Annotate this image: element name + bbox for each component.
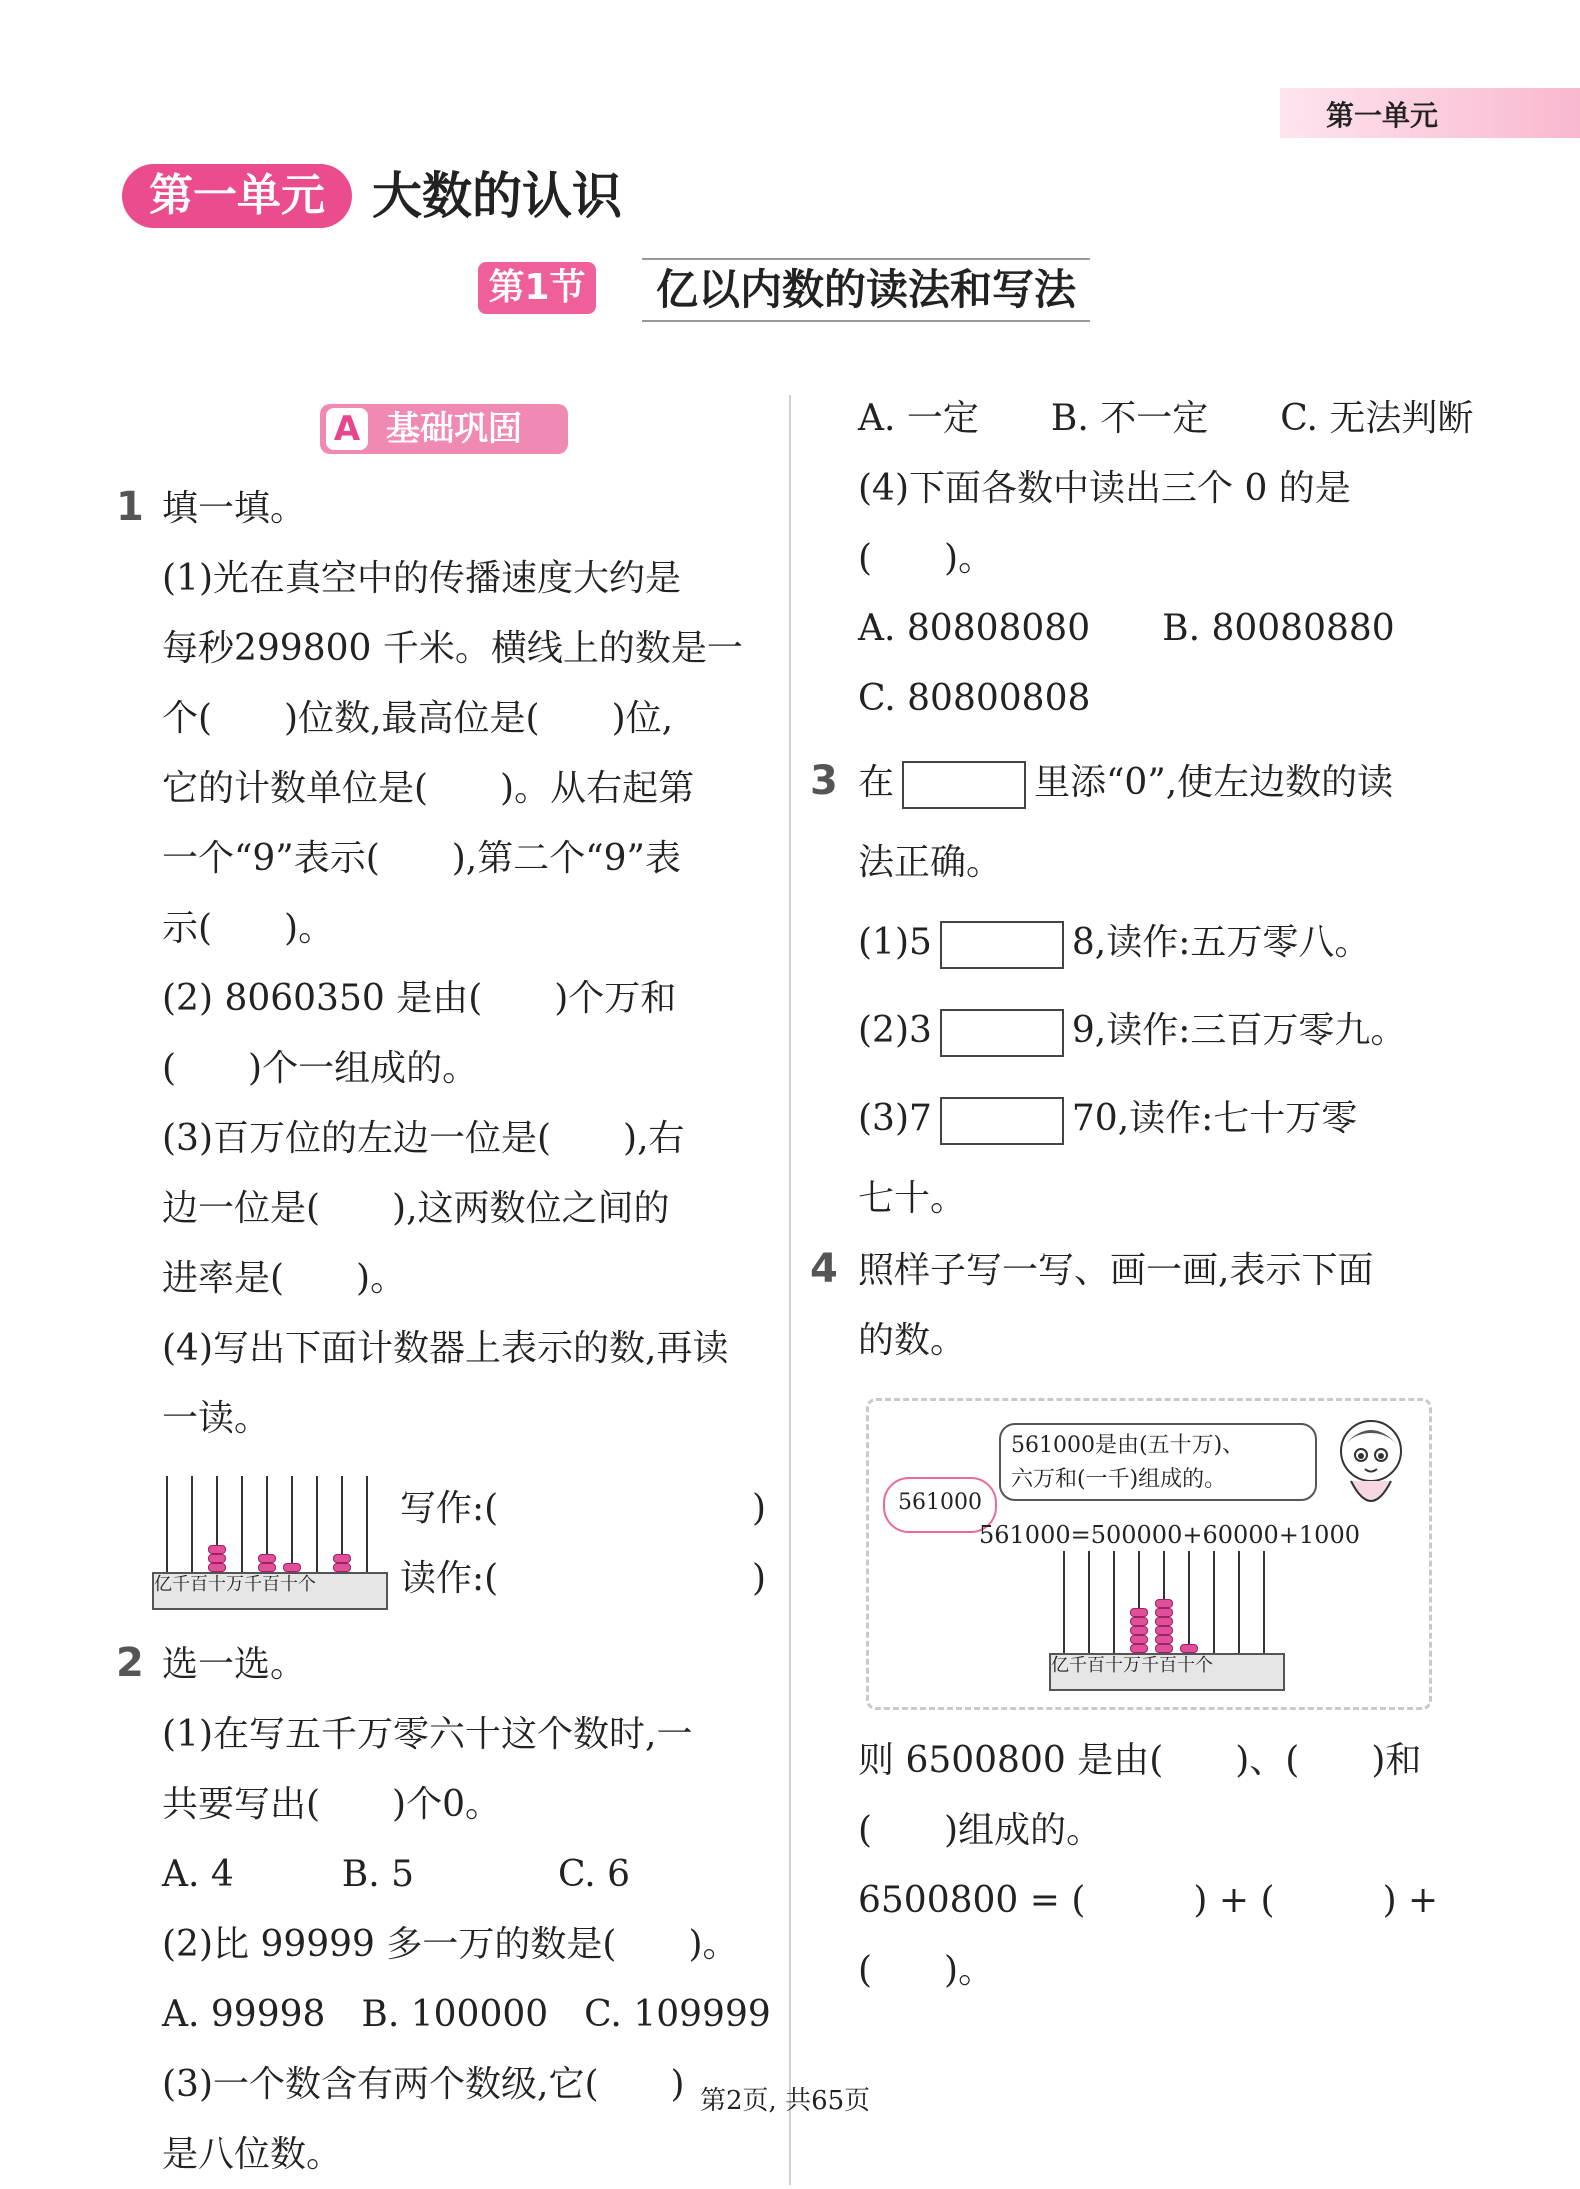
question-line: 共要写出( )个0。 [162, 1784, 501, 1825]
question-line: 一读。 [162, 1398, 271, 1439]
column-divider [789, 395, 791, 2185]
abacus-rod [241, 1476, 243, 1572]
abacus-rod [1263, 1551, 1265, 1653]
abacus-bead [258, 1563, 276, 1572]
question-line: ( )。 [858, 538, 995, 579]
abacus-rod [191, 1476, 193, 1572]
abacus-bead [208, 1545, 226, 1554]
abacus-rod [316, 1476, 318, 1572]
example-box [866, 1398, 1432, 1710]
item-suffix: 70,读作:七十万零 [1071, 1098, 1358, 1139]
abacus-bead [208, 1554, 226, 1563]
question-text: 里添“0”,使左边数的读 [1034, 762, 1394, 803]
item-prefix: (3)7 [858, 1098, 932, 1139]
question-number: 1 [116, 484, 144, 530]
read-label: 读作:( [400, 1558, 499, 1599]
abacus-bead [1155, 1599, 1173, 1608]
question-line: (1)在写五千万零六十这个数时,一 [162, 1714, 693, 1755]
abacus-bead [1155, 1635, 1173, 1644]
answer-box[interactable] [940, 1009, 1064, 1057]
unit-badge: 第一单元 [122, 164, 352, 228]
option-line: A. 一定 B. 不一定 C. 无法判断 [858, 398, 1474, 439]
write-close: ) [752, 1488, 767, 1529]
abacus-bead [1130, 1644, 1148, 1653]
question-line: 七十。 [858, 1178, 967, 1219]
abacus-bead [333, 1554, 351, 1563]
abacus-bead [258, 1554, 276, 1563]
question-line: (2)比 99999 多一万的数是( )。 [162, 1924, 739, 1965]
abacus-bead [283, 1563, 301, 1572]
abacus-place-labels: 亿千百十万千百十个 [1049, 1653, 1285, 1691]
abacus-place-labels: 亿千百十万千百十个 [152, 1572, 388, 1610]
option-line: C. 80800808 [858, 678, 1091, 719]
speech-bubble [999, 1423, 1317, 1501]
abacus-bead [1130, 1617, 1148, 1626]
item-suffix: 9,读作:三百万零九。 [1071, 1010, 1407, 1051]
example-equation: 561000=500000+60000+1000 [979, 1521, 1360, 1549]
option-line: A. 4 B. 5 C. 6 [162, 1854, 631, 1895]
answer-box[interactable] [940, 921, 1064, 969]
question-line: 6500800 = ( ) + ( ) + [858, 1880, 1439, 1921]
question-line: 一个“9”表示( ),第二个“9”表 [162, 838, 681, 879]
abacus-bead [333, 1563, 351, 1572]
answer-box[interactable] [902, 761, 1026, 809]
question-line: 是八位数。 [162, 2134, 343, 2175]
answer-box[interactable] [940, 1097, 1064, 1145]
abacus-rod [1088, 1551, 1090, 1653]
question-line: (1)光在真空中的传播速度大约是 [162, 558, 681, 599]
section-a-badge [320, 404, 568, 454]
question-line: 的数。 [858, 1320, 967, 1361]
abacus-bead [1155, 1617, 1173, 1626]
question-line: 示( )。 [162, 908, 335, 949]
bubble-line: 561000是由(五十万)、 [1011, 1433, 1245, 1458]
question-line: (4)写出下面计数器上表示的数,再读 [162, 1328, 729, 1369]
section-badge: 第1节 [478, 262, 596, 314]
number-cloud: 561000 [883, 1477, 997, 1533]
option-line: A. 80808080 B. 80080880 [858, 608, 1395, 649]
chapter-corner-tab [1280, 88, 1580, 138]
question-line: (2) 8060350 是由( )个万和 [162, 978, 677, 1019]
question-title: 选一选。 [162, 1644, 307, 1685]
question-line: (3)百万位的左边一位是( ),右 [162, 1118, 685, 1159]
section-title: 亿以内数的读法和写法 [642, 258, 1090, 322]
question-line: ( )组成的。 [858, 1810, 1103, 1851]
page-footer: 第2页, 共65页 [700, 2086, 871, 2116]
abacus-bead [1155, 1644, 1173, 1653]
abacus-bead [1130, 1626, 1148, 1635]
abacus-rod [1113, 1551, 1115, 1653]
question-number: 4 [810, 1246, 838, 1292]
section-a-letter: A [326, 408, 368, 450]
abacus-bead [1155, 1608, 1173, 1617]
item-prefix: (2)3 [858, 1010, 932, 1051]
abacus-rod [1213, 1551, 1215, 1653]
question-line: 它的计数单位是( )。从右起第 [162, 768, 695, 809]
item-suffix: 8,读作:五万零八。 [1071, 922, 1371, 963]
question-number: 2 [116, 1640, 144, 1686]
item-prefix: (1)5 [858, 922, 932, 963]
question-line: 法正确。 [858, 842, 1003, 883]
section-a-label: 基础巩固 [386, 409, 522, 449]
chapter-corner-label: 第一单元 [1326, 99, 1439, 132]
question-line: 个( )位数,最高位是( )位, [162, 698, 674, 739]
abacus-bead [1155, 1626, 1173, 1635]
unit-title: 大数的认识 [372, 167, 622, 225]
question-line: 则 6500800 是由( )、( )和 [858, 1740, 1422, 1781]
abacus-rod [1188, 1551, 1190, 1653]
question-line: (4)下面各数中读出三个 0 的是 [858, 468, 1351, 509]
girl-avatar-icon [1329, 1411, 1413, 1521]
abacus-bead [1130, 1608, 1148, 1617]
write-label: 写作:( [400, 1488, 499, 1529]
question-text: 在 [858, 762, 895, 803]
question-line: 照样子写一写、画一画,表示下面 [858, 1250, 1374, 1291]
question-title: 填一填。 [162, 488, 307, 529]
read-close: ) [752, 1558, 767, 1599]
abacus-rod [166, 1476, 168, 1572]
abacus-bead [1130, 1635, 1148, 1644]
abacus-bead [208, 1563, 226, 1572]
abacus-rod [366, 1476, 368, 1572]
bubble-line: 六万和(一千)组成的。 [1011, 1467, 1227, 1492]
question-line: ( )。 [858, 1950, 995, 1991]
question-number: 3 [810, 758, 838, 804]
abacus-rod [1238, 1551, 1240, 1653]
question-line: 边一位是( ),这两数位之间的 [162, 1188, 670, 1229]
question-line: 进率是( )。 [162, 1258, 407, 1299]
abacus-rod [1063, 1551, 1065, 1653]
question-line: (3)一个数含有两个数级,它( ) [162, 2064, 685, 2105]
question-line: 每秒299800 千米。横线上的数是一 [162, 628, 743, 669]
question-line: ( )个一组成的。 [162, 1048, 479, 1089]
abacus-bead [1180, 1644, 1198, 1653]
option-line: A. 99998 B. 100000 C. 109999 [162, 1994, 771, 2035]
abacus-rod [291, 1476, 293, 1572]
